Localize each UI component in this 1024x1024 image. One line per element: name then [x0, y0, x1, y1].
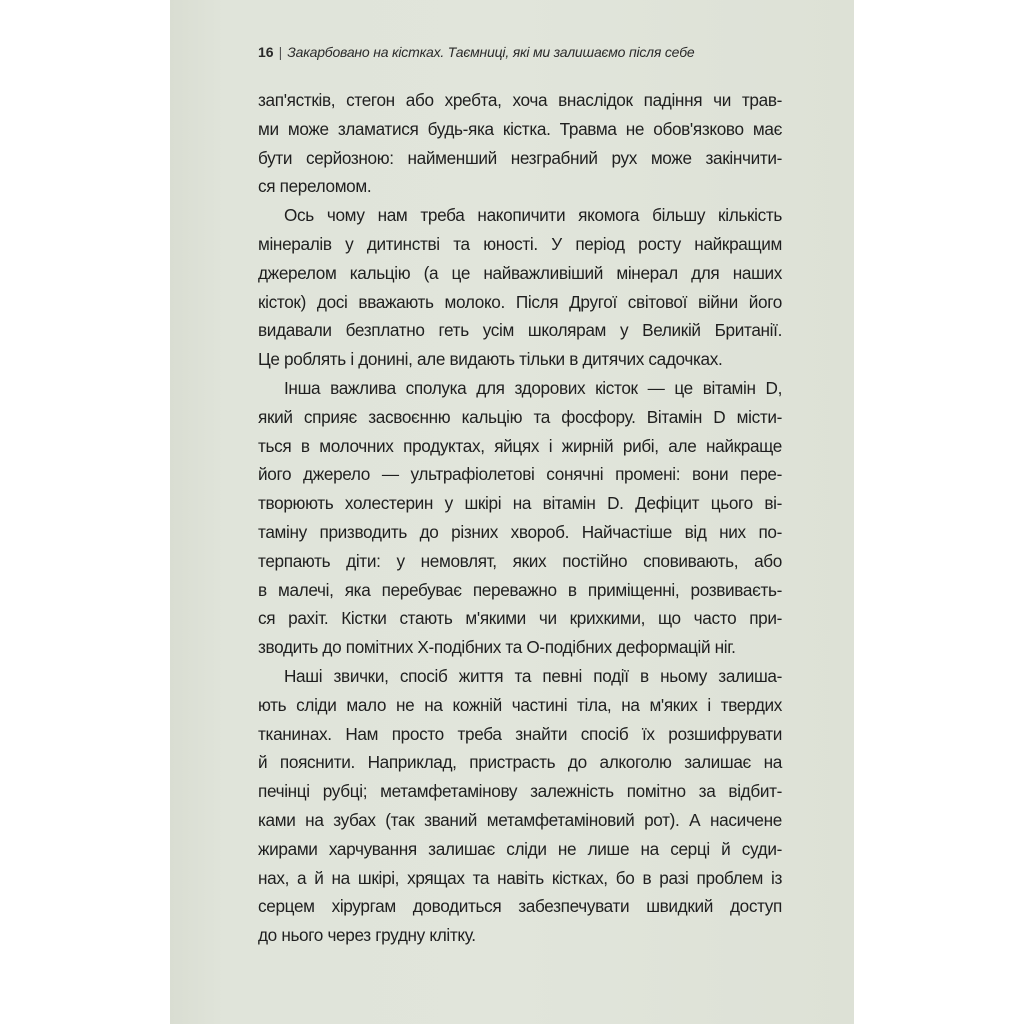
- paragraph: [258, 86, 782, 201]
- text-line: нах, а й на шкірі, хрящах та навіть кістках, бо в разі проблем із: [258, 867, 782, 888]
- text-line: творюють холестерин у шкірі на вітамін D. Дефіцит цього ві-: [258, 493, 782, 514]
- body-text: [258, 86, 782, 950]
- text-line: в малечі, яка перебуває переважно в приміщенні, розвиваєть-: [258, 579, 782, 600]
- text-line: ся рахіт. Кістки стають м'якими чи крихкими, що часто при-: [258, 608, 782, 629]
- book-title: Закарбовано на кістках. Таємниці, які ми залишаємо після себе: [287, 44, 695, 60]
- text-line: Інша важлива сполука для здорових кісток — це вітамін D,: [284, 377, 782, 398]
- text-line: ми може зламатися будь-яка кістка. Травма не обов'язково має: [258, 118, 782, 139]
- text-line: видавали безплатно геть усім школярам у Великій Британії.: [258, 320, 782, 341]
- text-line: ють сліди мало не на кожній частині тіла, на м'яких і твердих: [258, 694, 782, 715]
- text-line: тканинах. Нам просто треба знайти спосіб їх розшифрувати: [258, 723, 782, 744]
- paragraph: [258, 374, 782, 662]
- text-line: серцем хірургам доводиться забезпечувати швидкий доступ: [258, 896, 782, 917]
- paragraph: [258, 662, 782, 950]
- text-line: ться в молочних продуктах, яйцях і жирній рибі, але найкраще: [258, 435, 782, 456]
- text-line: жирами харчування залишає сліди не лише на серці й суди-: [258, 838, 782, 859]
- text-line: Наші звички, спосіб життя та певні події в ньому залиша-: [284, 665, 782, 686]
- text-line: мінералів у дитинстві та юності. У період росту найкращим: [258, 233, 782, 254]
- text-line: терпають діти: у немовлят, яких постійно сповивають, або: [258, 550, 782, 571]
- book-page: [170, 0, 854, 1024]
- text-line: джерелом кальцію (а це найважливіший мінерал для наших: [258, 262, 782, 283]
- text-line: Ось чому нам треба накопичити якомога більшу кількість: [284, 205, 782, 226]
- text-line: зводить до помітних Х-подібних та О-подібних деформацій ніг.: [258, 637, 736, 658]
- text-line: до нього через грудну клітку.: [258, 925, 476, 946]
- text-line: Це роблять і донині, але видають тільки в дитячих садочках.: [258, 349, 723, 370]
- page-number: 16: [258, 44, 274, 60]
- paragraph: [258, 201, 782, 374]
- text-line: ся переломом.: [258, 176, 372, 197]
- text-line: бути серйозною: найменший незграбний рух може закінчити-: [258, 147, 782, 168]
- text-line: печінці рубці; метамфетамінову залежність помітно за відбит-: [258, 781, 782, 802]
- text-line: його джерело — ультрафіолетові сонячні промені: вони пере-: [258, 464, 782, 485]
- header-separator: |: [278, 44, 283, 60]
- running-head: [258, 44, 694, 60]
- text-line: таміну призводить до різних хвороб. Найчастіше від них по-: [258, 521, 782, 542]
- text-line: й пояснити. Наприклад, пристрасть до алкоголю залишає на: [258, 752, 782, 773]
- text-line: кісток) досі вважають молоко. Після Другої світової війни його: [258, 291, 782, 312]
- text-line: ками на зубах (так званий метамфетаміновий рот). А насичене: [258, 809, 782, 830]
- text-line: зап'ястків, стегон або хребта, хоча внаслідок падіння чи трав-: [258, 90, 782, 110]
- text-line: який сприяє засвоєнню кальцію та фосфору. Вітамін D місти-: [258, 406, 782, 427]
